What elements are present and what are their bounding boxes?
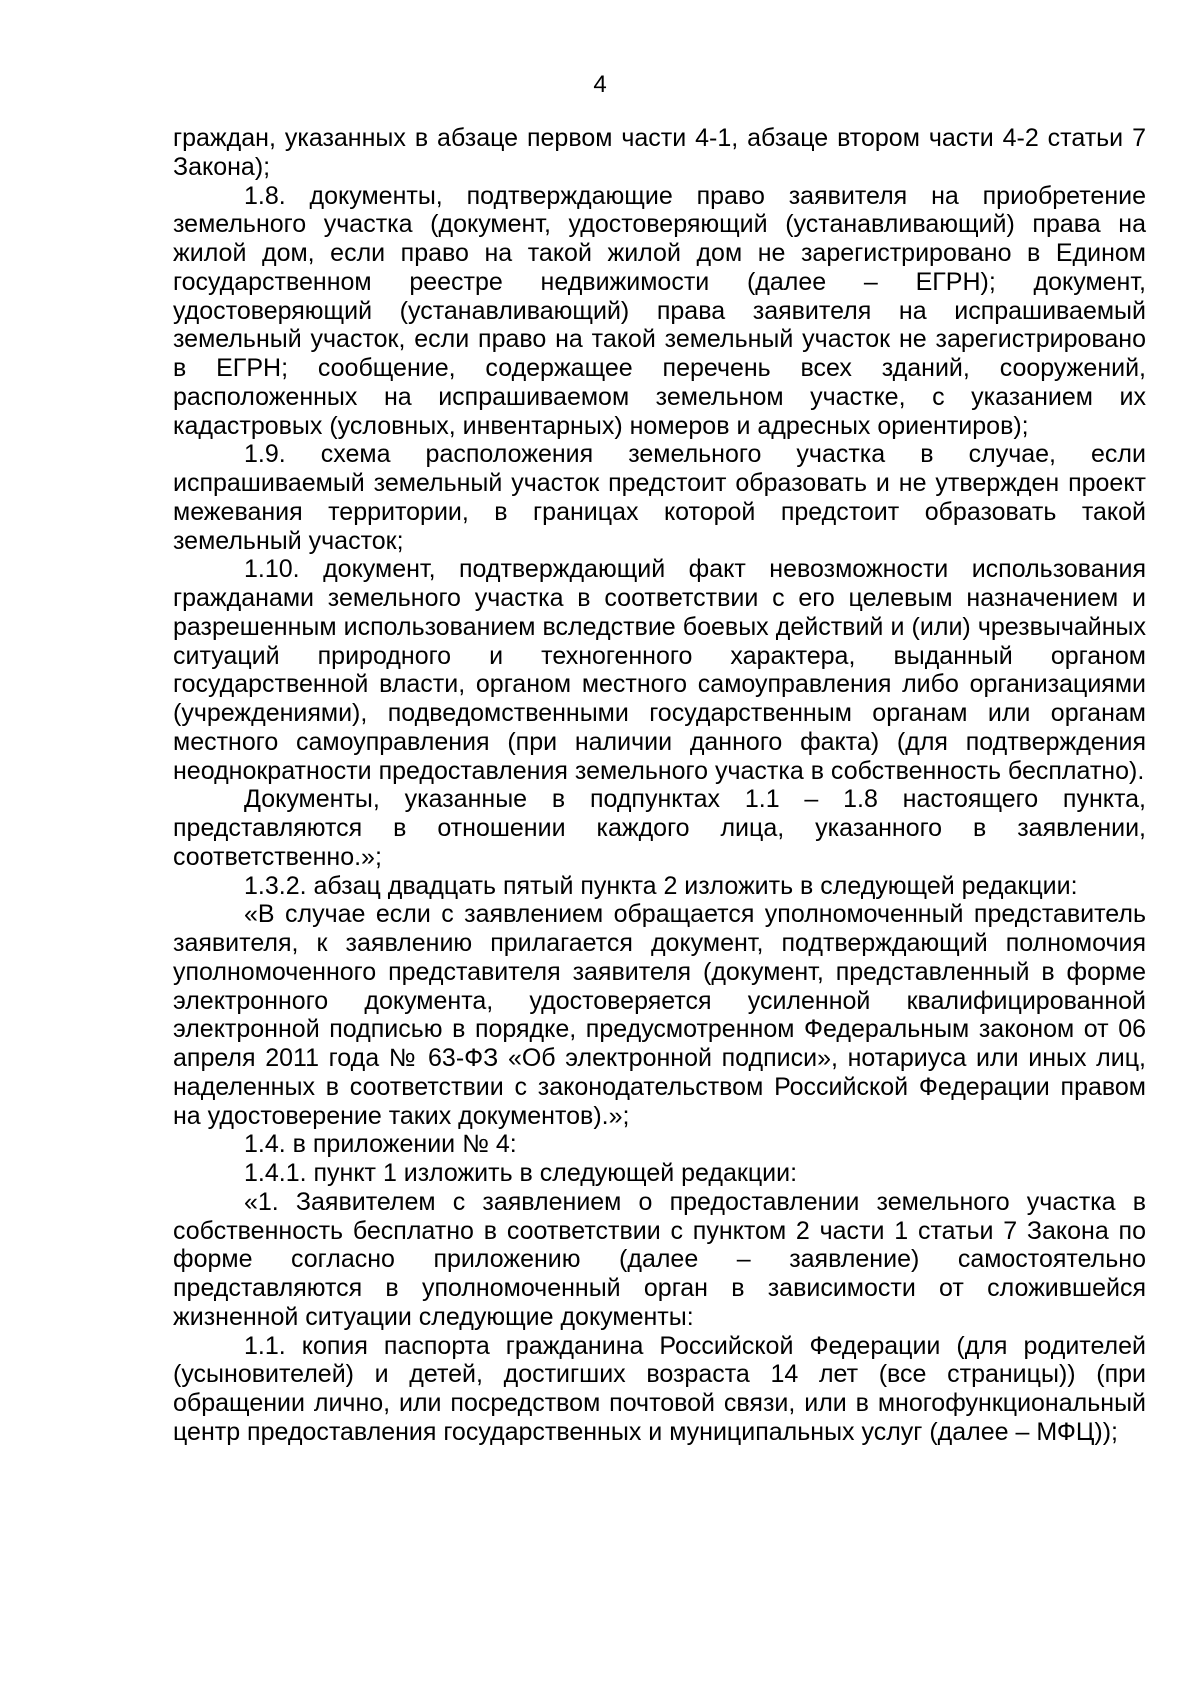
paragraph-continuation: граждан, указанных в абзаце первом части 4-1, абзаце втором части 4-2 статьи 7 Закона); — [173, 124, 1146, 181]
paragraph-item-1-8: 1.8. документы, подтверждающие право заявителя на приобретение земельного участка (документ, удостоверяющий (устанавливающий) права на жилой дом, если право на такой жилой дом не зарегистрировано в Едином государственном реестре недвижимости (далее – ЕГРН); документ, удостоверяющий (устанавливающий) права заявителя на испрашиваемый земельный участок, если право на такой земельный участок не зарегистрировано в ЕГРН; сообщение, содержащее перечень всех зданий, сооружений, расположенных на испрашиваемом земельном участке, с указанием их кадастровых (условных, инвентарных) номеров и адресных ориентиров); — [173, 181, 1146, 440]
paragraph-item-1-4: 1.4. в приложении № 4: — [244, 1130, 517, 1159]
paragraph-documents-note: Документы, указанные в подпунктах 1.1 – 1.8 настоящего пункта, представляются в отношении каждого лица, указанного в заявлении, соответственно.»; — [173, 785, 1146, 871]
page-number: 4 — [593, 71, 607, 98]
paragraph-item-1-9: 1.9. схема расположения земельного участка в случае, если испрашиваемый земельный участок предстоит образовать и не утвержден проект межевания территории, в границах которой предстоит образовать такой земельный участок; — [173, 440, 1146, 555]
paragraph-item-1-3-2: 1.3.2. абзац двадцать пятый пункта 2 изложить в следующей редакции: — [244, 871, 1078, 900]
paragraph-item-1-4-1: 1.4.1. пункт 1 изложить в следующей редакции: — [244, 1159, 798, 1187]
paragraph-point-1: «1. Заявителем с заявлением о предоставлении земельного участка в собственность бесплатно в соответствии с пунктом 2 части 1 статьи 7 Закона по форме согласно приложению (далее – заявление) самостоятельно представляются в уполномоченный орган в зависимости от сложившейся жизненной ситуации следующие документы: — [173, 1187, 1146, 1331]
paragraph-item-1-1: 1.1. копия паспорта гражданина Российской Федерации (для родителей (усыновителей) и детей, достигших возраста 14 лет (все страницы)) (при обращении лично, или посредством почтовой связи, или в многофункциональный центр предоставления государственных и муниципальных услуг (далее – МФЦ)); — [173, 1331, 1146, 1446]
paragraph-representative: «В случае если с заявлением обращается уполномоченный представитель заявителя, к заявлению прилагается документ, подтверждающий полномочия уполномоченного представителя заявителя (документ, представленный в форме электронного документа, удостоверяется усиленной квалифицированной электронной подписью в порядке, предусмотренном Федеральным законом от 06 апреля 2011 года № 63-ФЗ «Об электронной подписи», нотариуса или иных лиц, наделенных в соответствии с законодательством Российской Федерации правом на удостоверение таких документов).»; — [173, 900, 1146, 1130]
document-body — [173, 124, 1146, 1447]
paragraph-item-1-10: 1.10. документ, подтверждающий факт невозможности использования гражданами земельного участка в соответствии с его целевым назначением и разрешенным использованием вследствие боевых действий и (или) чрезвычайных ситуаций природного и техногенного характера, выданный органом государственной власти, органом местного самоуправления либо организациями (учреждениями), подведомственными государственным органам или органам местного самоуправления (при наличии данного факта) (для подтверждения неоднократности предоставления земельного участка в собственность бесплатно). — [173, 555, 1146, 785]
